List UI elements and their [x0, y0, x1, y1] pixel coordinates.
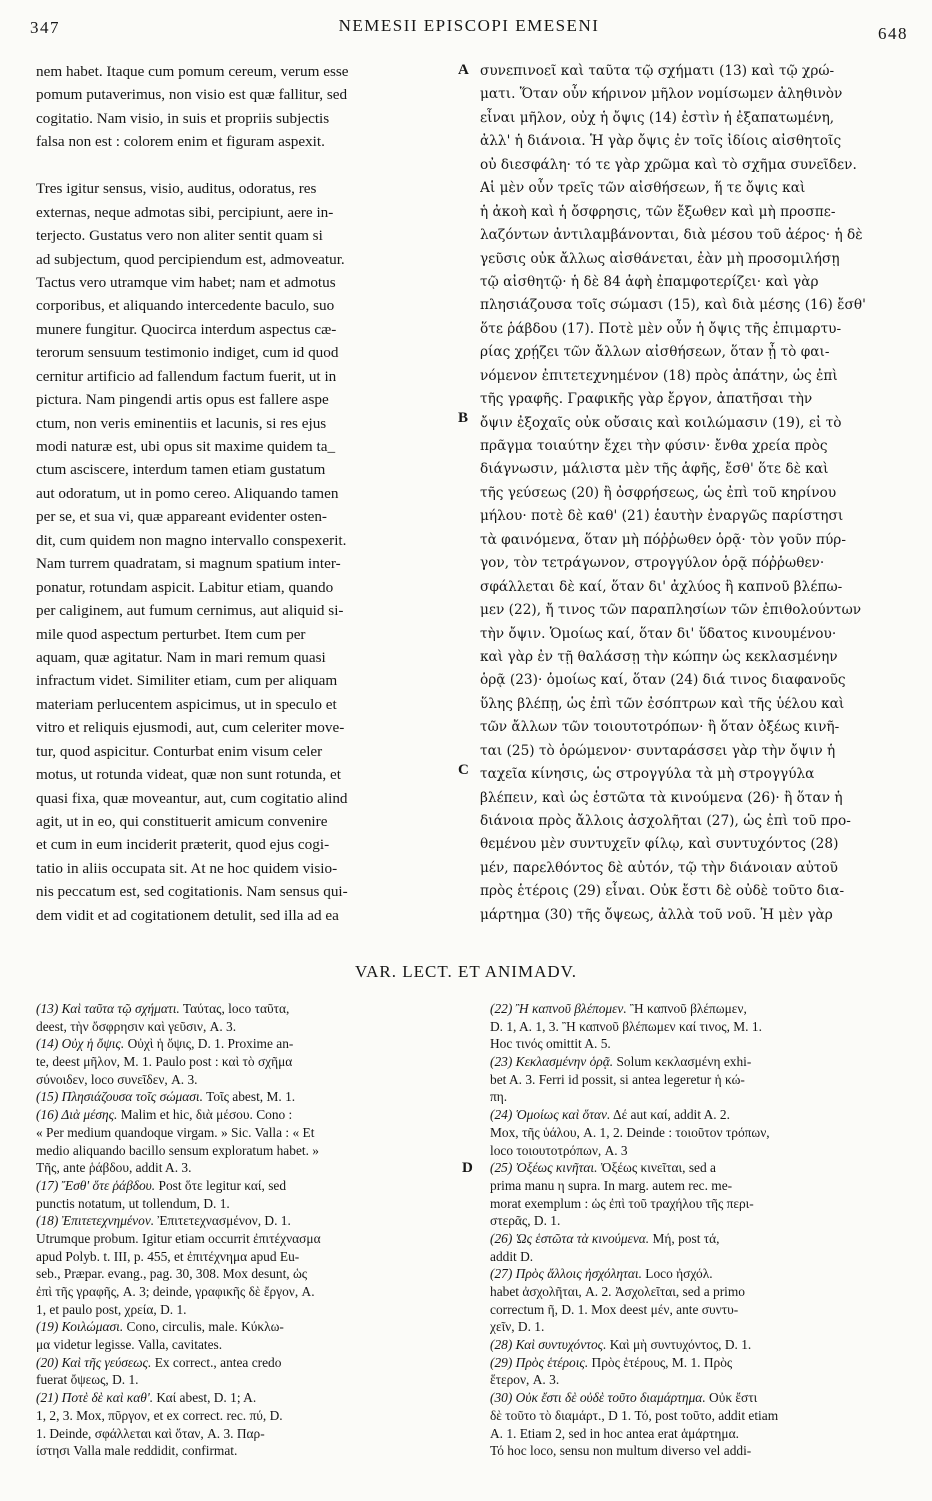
- notes-right-column: [490, 1000, 910, 1460]
- note-line: [490, 1283, 910, 1301]
- margin-letter-c: C: [458, 762, 469, 778]
- note-text: Mox, τῆς ὑάλου, A. 1, 2. Deinde : τοιοῦτον τρόπων,: [490, 1124, 770, 1140]
- note-line: [36, 1389, 476, 1407]
- note-text: Ταύτας, loco ταῦτα,: [179, 1001, 290, 1016]
- latin-line: cernitur artificio ad fallendum factum fuerit, ut in: [36, 367, 337, 385]
- greek-line: ταχεῖα κίνησις, ὡς στρογγύλα τὰ μὴ στρογγύλα: [480, 766, 815, 783]
- note-line: [490, 1142, 910, 1160]
- latin-line: nem habet. Itaque cum pomum cereum, verum esse: [36, 63, 349, 80]
- note-text: apud Polyb. t. III, p. 455, et ἐπιτέχνημα apud Eu-: [36, 1248, 300, 1264]
- note-lemma: (16) Διὰ μέσης.: [36, 1107, 118, 1123]
- greek-line: συνεπινοεῖ καὶ ταῦτα τῷ σχήματι (13) καὶ τῷ χρώ-: [480, 63, 835, 79]
- latin-line: Nam turrem quadratam, si magnum spatium inter-: [36, 555, 341, 573]
- latin-line: Tactus vero utramque vim habet; nam et admotus: [36, 273, 336, 291]
- note-line: [490, 1230, 910, 1248]
- note-line: [490, 1354, 910, 1372]
- note-lemma: (25) Ὀξέως κινῆται.: [490, 1160, 598, 1176]
- note-line: [36, 1142, 476, 1160]
- note-line: [36, 1124, 476, 1142]
- note-line: [36, 1248, 476, 1266]
- note-line: [490, 1212, 910, 1230]
- greek-line: πρὸς ἑτέροις (29) εἶναι. Οὐκ ἔστι δὲ οὐδὲ τοῦτο δια-: [480, 883, 845, 900]
- note-line: [490, 1124, 910, 1142]
- note-line: [490, 1053, 910, 1071]
- greek-line: διάνοια πρὸς ἄλλοις ἀσχολῆται (27), ὡς ἐπὶ τοῦ προ-: [480, 813, 851, 829]
- greek-line: τῷ αἰσθητῷ· ἡ δὲ 84 ἁφὴ ἐπαμφοτερίζει· καὶ γὰρ: [480, 273, 819, 290]
- latin-line: dem vidit et ad cogitationem detulit, sed illa ad ea: [36, 906, 339, 924]
- note-line: [490, 1018, 910, 1036]
- note-line: [490, 1159, 910, 1177]
- note-line: [490, 1389, 910, 1407]
- note-line: [490, 1088, 910, 1106]
- note-line: [36, 1354, 476, 1372]
- greek-line: ρίας χρῄζει τῶν ἄλλων αἰσθήσεων, ὅταν ᾖ τὸ φαι-: [480, 344, 830, 361]
- margin-letter-b: B: [458, 410, 469, 426]
- note-text: ίστησι Valla male reddidit, confirmat.: [36, 1443, 238, 1459]
- greek-line: γεῦσις οὐκ ἄλλως αἰσθάνεται, ἐὰν μὴ προσομιλήσῃ: [480, 250, 840, 267]
- note-line: [36, 1230, 476, 1248]
- note-line: [490, 1371, 910, 1389]
- latin-line: externas, neque admotas sibi, percipiunt, aere in-: [36, 203, 334, 221]
- greek-line: πλησιάζουσα τοῖς σώμασι (15), καὶ διὰ μέσης (16) ἔσθ': [480, 297, 866, 314]
- latin-line: vitro et reliquis ejusmodi, aut, cum celeriter move-: [36, 719, 345, 737]
- note-text: 1, 2, 3. Mox, πῦργον, et ex correct. rec. πύ, D.: [36, 1407, 283, 1423]
- note-text: « Per medium quandoque virgam. » Sic. Valla : « Et: [36, 1124, 315, 1140]
- note-line: [490, 1265, 910, 1283]
- note-lemma: (18) Ἐπιτετεχνημένον.: [36, 1213, 155, 1229]
- note-line: [36, 1371, 476, 1389]
- note-text: σύνοιδεν, loco συνεῖδεν, A. 3.: [36, 1071, 198, 1087]
- greek-line: μάρτημα (30) τῆς ὄψεως, ἀλλὰ τοῦ νοῦ. Ἡ μὲν γὰρ: [480, 906, 833, 923]
- greek-line: τῆς γραφῆς. Γραφικῆς γὰρ ἔργον, ἀπατῆσαι τὴν: [480, 391, 813, 408]
- note-lemma: (26) Ὡς ἑστῶτα τὰ κινούμενα.: [490, 1230, 650, 1246]
- note-text: Μή, post τά,: [649, 1230, 720, 1246]
- note-line: [490, 1301, 910, 1319]
- note-text: te, deest μῆλον, M. 1. Paulo post : καὶ τὸ σχῆμα: [36, 1054, 293, 1070]
- note-text: στερᾶς, D. 1.: [490, 1213, 561, 1229]
- note-line: [36, 1195, 476, 1213]
- notes-section-title: VAR. LECT. ET ANIMADV.: [355, 962, 577, 981]
- greek-line: καὶ γὰρ ἐν τῇ θαλάσσῃ τὴν κώπην ὡς κεκλασμένην: [480, 648, 838, 665]
- latin-line: falsa non est : colorem enim et figuram aspexit.: [36, 133, 325, 151]
- greek-line: βλέπειν, καὶ ὡς ἑστῶτα τὰ κινούμενα (26)· ἢ ὅταν ἡ: [480, 789, 843, 806]
- note-text: habet ἀσχολῆται, A. 2. Ἀσχολεῖται, sed a primo: [490, 1284, 745, 1299]
- note-text: ἐπὶ τῆς γραφῆς, A. 3; deinde, γραφικῆς δὲ ἔργον, A.: [36, 1284, 315, 1299]
- note-text: A. 1. Etiam 2, sed in hoc antea erat ἁμάρτημα.: [490, 1425, 739, 1441]
- latin-line: motus, ut rotunda videat, quæ non sunt rotunda, et: [36, 766, 341, 784]
- greek-line: εἶναι μῆλον, οὐχ ἡ ὄψις (14) ἐστὶν ἡ ἐξαπατωμένη,: [480, 109, 835, 126]
- note-text: deest, τὴν ὄσφρησιν καὶ γεῦσιν, A. 3.: [36, 1018, 237, 1034]
- note-text: Post ὅτε legitur καί, sed: [155, 1177, 287, 1193]
- margin-letter-a: A: [458, 62, 469, 78]
- note-line: [36, 1159, 476, 1177]
- note-text: Ἐπιτετεχνασμένον, D. 1.: [154, 1213, 291, 1229]
- note-text: Οὐχὶ ἡ ὄψις, D. 1. Proxime an-: [124, 1036, 294, 1052]
- note-text: Loco ἠσχόλ.: [641, 1266, 713, 1282]
- note-text: punctis notatum, ut tollendum, D. 1.: [36, 1195, 230, 1211]
- greek-line: τῶν ἄλλων τῶν τοιουτοτρόπων· ἢ ὅταν ὀξέως κινῆ-: [480, 719, 840, 736]
- note-text: μα videtur legisse. Valla, cavitates.: [36, 1337, 223, 1353]
- note-line: [490, 1248, 910, 1266]
- note-line: [490, 1177, 910, 1195]
- latin-line: materiam perlucentem aspicimus, ut in speculo et: [36, 695, 337, 713]
- note-text: seb., Præpar. evang., pag. 30, 308. Mox desunt, ὡς: [36, 1266, 308, 1282]
- latin-line: aut odoratum, ut in pomo cereo. Aliquando tamen: [36, 484, 339, 502]
- note-text: Πρὸς ἑτέρους, M. 1. Πρὸς: [588, 1354, 733, 1370]
- latin-line: ad subjectum, quod percipiendum est, admoveatur.: [36, 250, 345, 268]
- greek-line: ὁρᾷ (23)· ὁμοίως καί, ὅταν (24) διά τινος διαφανοῦς: [480, 672, 846, 689]
- latin-line: terjecto. Gustatus vero non aliter sentit quam si: [36, 227, 323, 245]
- note-line: [490, 1195, 910, 1213]
- latin-line: Tres igitur sensus, visio, auditus, odoratus, res: [36, 180, 317, 198]
- note-text: Utrumque probum. Igitur etiam occurrit ἐπιτέχνασμα: [36, 1230, 321, 1246]
- latin-line: quasi fixa, quæ moveantur, aut, cum cogitatio alind: [36, 789, 348, 807]
- latin-line: infractum videt. Similiter etiam, cum per aliquam: [36, 672, 338, 690]
- greek-line: Αἱ μὲν οὖν τρεῖς τῶν αἰσθήσεων, ἥ τε ὄψις καὶ: [480, 180, 806, 197]
- note-line: [490, 1442, 910, 1460]
- greek-line: οὐ διεσφάλη· τό τε γὰρ χρῶμα καὶ τὸ σχῆμα συνεῖδεν.: [480, 156, 857, 173]
- note-line: [36, 1000, 476, 1018]
- note-line: [490, 1407, 910, 1425]
- note-line: [490, 1071, 910, 1089]
- note-line: [36, 1265, 476, 1283]
- note-text: prima manu η supra. In marg. autem rec. me-: [490, 1177, 733, 1193]
- latin-line: per se, et sua vi, quæ appareant evidenter osten-: [36, 508, 327, 526]
- greek-line: μέν, παρελθόντος δὲ αὐτόν, τῷ τὴν διάνοιαν αὐτοῦ: [480, 859, 838, 876]
- note-text: 1. Deinde, σφάλλεται καὶ ὅταν, A. 3. Παρ-: [36, 1425, 265, 1441]
- note-text: loco τοιουτοτρόπων, A. 3: [490, 1142, 628, 1158]
- latin-column: [36, 60, 448, 927]
- note-line: [36, 1336, 476, 1354]
- note-text: addit D.: [490, 1248, 534, 1264]
- note-text: Καί abest, D. 1; A.: [153, 1390, 257, 1406]
- note-text: 1, et paulo post, χρεία, D. 1.: [36, 1301, 187, 1317]
- latin-line: ponatur, rotundam aspicit. Labitur etiam, quando: [36, 578, 334, 596]
- note-text: morat exemplum : ὡς ἐπὶ τοῦ τραχήλου τῆς περι-: [490, 1195, 754, 1211]
- note-line: [490, 1425, 910, 1443]
- greek-line: ἀλλ' ἡ διάνοια. Ἡ γὰρ ὄψις ἐν τοῖς ἰδίοις αἰσθητοῖς: [480, 133, 842, 150]
- note-text: Οὐκ ἔστι: [705, 1390, 758, 1406]
- greek-line: ὄψιν ἐξοχαῖς οὐκ οὔσαις καὶ κοιλώμασιν (19), εἰ τὸ: [480, 414, 842, 431]
- note-line: [36, 1283, 476, 1301]
- note-lemma: (14) Οὐχ ἡ ὄψις.: [36, 1036, 125, 1052]
- latin-line: et cum in eum inciderit præterit, quod ejus cogi-: [36, 836, 330, 854]
- greek-line: τὴν ὄψιν. Ὁμοίως καί, ὅταν δι' ὕδατος κινουμένου·: [480, 625, 837, 642]
- note-lemma: (17) Ἔσθ' ὅτε ῥάβδου.: [36, 1177, 156, 1193]
- greek-line: διάγνωσιν, μάλιστα μὲν τῆς ἁφῆς, ἔσθ' ὅτε δὲ καὶ: [480, 461, 829, 478]
- running-header: [30, 16, 908, 46]
- greek-line: μήλου· ποτὲ δὲ καθ' (21) ἑαυτὴν ἐναργῶς παρίστησι: [480, 508, 844, 525]
- greek-line: θεμένου μὲν συντυχεῖν φίλῳ, καὶ συντυχόντος (28): [480, 836, 839, 853]
- note-line: [490, 1035, 910, 1053]
- latin-line: dit, cum quidem non magno intervallo conspexerit.: [36, 531, 347, 549]
- note-text: Τῆς, ante ῥάβδου, addit A. 3.: [36, 1160, 192, 1176]
- note-line: [490, 1318, 910, 1336]
- note-text: Ἢ καπνοῦ βλέπωμεν,: [626, 1001, 747, 1016]
- note-lemma: (28) Καὶ συντυχόντος.: [490, 1337, 607, 1353]
- latin-line: modi naturæ est, ubi opus sit maxime quidem ta_: [36, 438, 336, 455]
- note-lemma: (21) Ποτὲ δὲ καὶ καθ'.: [36, 1390, 154, 1406]
- note-text: bet A. 3. Ferri id possit, si antea legeretur ἡ κώ-: [490, 1071, 745, 1087]
- note-text: Ex correct., antea credo: [151, 1354, 282, 1370]
- greek-line: ται (25) τὸ ὁρώμενον· συνταράσσει γὰρ τὴν ὄψιν ἡ: [480, 742, 836, 759]
- note-line: [36, 1071, 476, 1089]
- note-lemma: (15) Πλησιάζουσα τοῖς σώμασι.: [36, 1089, 203, 1105]
- note-line: [36, 1053, 476, 1071]
- margin-letter-d: D: [462, 1160, 473, 1176]
- note-text: Δέ aut καί, addit A. 2.: [610, 1107, 730, 1123]
- greek-column: [480, 60, 900, 927]
- note-lemma: (30) Οὐκ ἔστι δὲ οὐδὲ τοῦτο διαμάρτημα.: [490, 1390, 706, 1406]
- latin-line: terorum sensuum testimonio indiget, cum id quod: [36, 344, 339, 362]
- latin-line: cogitatio. Nam visio, in suis et propriis subjectis: [36, 109, 330, 127]
- note-text: fuerat ὄψεως, D. 1.: [36, 1372, 139, 1388]
- greek-line: τὰ φαινόμενα, ὅταν μὴ πόῤῥωθεν ὁρᾷ· τὸν γοῦν πύρ-: [480, 531, 846, 548]
- note-text: Τοῖς abest, M. 1.: [202, 1089, 296, 1105]
- note-text: Malim et hic, διὰ μέσου. Cono :: [117, 1107, 293, 1123]
- note-lemma: (13) Καὶ ταῦτα τῷ σχήματι.: [36, 1001, 180, 1016]
- note-line: [490, 1106, 910, 1124]
- note-line: [36, 1088, 476, 1106]
- latin-line: pictura. Nam pingendi artis opus est fallere aspe: [36, 391, 329, 409]
- note-line: [36, 1425, 476, 1443]
- note-line: [490, 1336, 910, 1354]
- latin-line: munere fungitur. Quocirca interdum aspectus cæ-: [36, 320, 337, 338]
- note-text: Καὶ μὴ συντυχόντος, D. 1.: [606, 1337, 752, 1353]
- note-text: correctum ῆ, D. 1. Mox deest μέν, ante συντυ-: [490, 1301, 739, 1317]
- note-text: Cono, circulis, male. Κύκλω-: [123, 1319, 284, 1335]
- latin-line: tatio in aliis occupata sit. At ne hoc quidem visio-: [36, 859, 338, 877]
- note-line: [36, 1212, 476, 1230]
- latin-line: mile quod aspectum perturbet. Item cum per: [36, 625, 306, 643]
- note-line: [36, 1177, 476, 1195]
- page-number-right: 648: [878, 24, 908, 43]
- running-title: NEMESII EPISCOPI EMESENI: [338, 16, 600, 35]
- note-text: Solum κεκλασμένη exhi-: [613, 1054, 752, 1070]
- greek-line: σφάλλεται δὲ καί, ὅταν δι' ἀχλύος ἢ καπνοῦ βλέπω-: [480, 578, 843, 595]
- latin-line-gap: [36, 154, 448, 177]
- notes-left-column: [36, 1000, 476, 1460]
- note-lemma: (24) Ὁμοίως καὶ ὅταν.: [490, 1107, 611, 1123]
- latin-line: ctum, non veris eminentiis et lacunis, si res ejus: [36, 414, 327, 432]
- latin-line: pomum putaverimus, non visio est quæ fallitur, sed: [36, 86, 348, 104]
- note-line: [36, 1318, 476, 1336]
- note-line: [36, 1442, 476, 1460]
- latin-line: nis peccatum est, sed cogitationis. Nam sensus qui-: [36, 883, 348, 901]
- page-number-left: 347: [30, 18, 60, 37]
- note-lemma: (22) Ἢ καπνοῦ βλέπομεν.: [490, 1001, 627, 1016]
- note-text: πη.: [490, 1089, 508, 1105]
- greek-line: ἡ ἀκοὴ καὶ ἡ ὄσφρησις, τῶν ἔξωθεν καὶ μὴ προσπε-: [480, 203, 836, 220]
- latin-line: ctum asciscere, interdum tamen etiam gustatum: [36, 461, 326, 479]
- note-text: Τό hoc loco, sensu non multum diverso vel addi-: [490, 1443, 752, 1459]
- latin-line: corporibus, et aliquando intercedente baculo, suo: [36, 297, 335, 315]
- latin-line: aquam, quæ agitatur. Nam in mari remum quasi: [36, 648, 326, 666]
- note-text: χεῖν, D. 1.: [490, 1319, 545, 1335]
- note-text: D. 1, A. 1, 3. Ἢ καπνοῦ βλέπωμεν καί τινος, M. 1.: [490, 1018, 762, 1034]
- greek-line: ματι. Ὅταν οὖν κήρινον μῆλον νομίσωμεν ἀληθινὸν: [480, 86, 843, 103]
- note-text: Ὀξέως κινεῖται, sed a: [597, 1160, 716, 1176]
- note-line: [36, 1018, 476, 1036]
- greek-line: πρᾶγμα τοιαύτην ἔχει τὴν φύσιν· ἔνθα χρεία πρὸς: [480, 438, 828, 454]
- note-lemma: (20) Καὶ τῆς γεύσεως.: [36, 1354, 152, 1370]
- note-lemma: (27) Πρὸς ἄλλοις ἠσχόληται.: [490, 1266, 642, 1282]
- greek-line: ὕλης βλέπῃ, ὡς ἐπὶ τῶν ἐσόπτρων καὶ τῆς ὑέλου καὶ: [480, 695, 845, 712]
- note-line: [36, 1035, 476, 1053]
- note-text: medio aliquando bacillo sensum exploratum habet. »: [36, 1142, 319, 1158]
- latin-line: agit, ut in eo, qui constituerit amicum convenire: [36, 813, 328, 830]
- note-line: [36, 1106, 476, 1124]
- note-text: δὲ τοῦτο τὸ διαμάρτ., D 1. Τό, post τοῦτο, addit etiam: [490, 1407, 779, 1423]
- note-line: [36, 1407, 476, 1425]
- note-text: ἕτερον, A. 3.: [490, 1372, 560, 1388]
- greek-line: ὅτε ῥάβδου (17). Ποτὲ μὲν οὖν ἡ ὄψις τῆς ἐπιμαρτυ-: [480, 320, 842, 337]
- latin-line: tur, quod aspicitur. Conturbat enim visum celer: [36, 742, 323, 760]
- greek-line: μεν (22), ἤ τινος τῶν παραπλησίων τῶν ἐπιθολούντων: [480, 602, 862, 619]
- greek-line: γον, τὸν τετράγωνον, στρογγύλον ὁρᾷ πόῤῥωθεν·: [480, 555, 825, 572]
- note-line: [36, 1301, 476, 1319]
- note-lemma: (19) Κοιλώμασι.: [36, 1319, 124, 1335]
- greek-line: λαζόντων ἀντιλαμβάνονται, διὰ μέσου τοῦ ἀέρος· ἡ δὲ: [480, 227, 863, 244]
- note-text: Hoc τινός omittit A. 5.: [490, 1036, 611, 1052]
- note-lemma: (23) Κεκλασμένην ὁρᾷ.: [490, 1054, 614, 1070]
- greek-line: τῆς γεύσεως (20) ἢ ὀσφρήσεως, ὡς ἐπὶ τοῦ κηρίνου: [480, 484, 837, 501]
- latin-line: per caliginem, aut fumum cernimus, aut aliquid si-: [36, 602, 344, 620]
- greek-line: νόμενον ἐπιτετεχνημένον (18) πρὸς ἀπάτην, ὡς ἐπὶ: [480, 367, 838, 384]
- note-line: [490, 1000, 910, 1018]
- note-lemma: (29) Πρὸς ἑτέροις.: [490, 1354, 589, 1370]
